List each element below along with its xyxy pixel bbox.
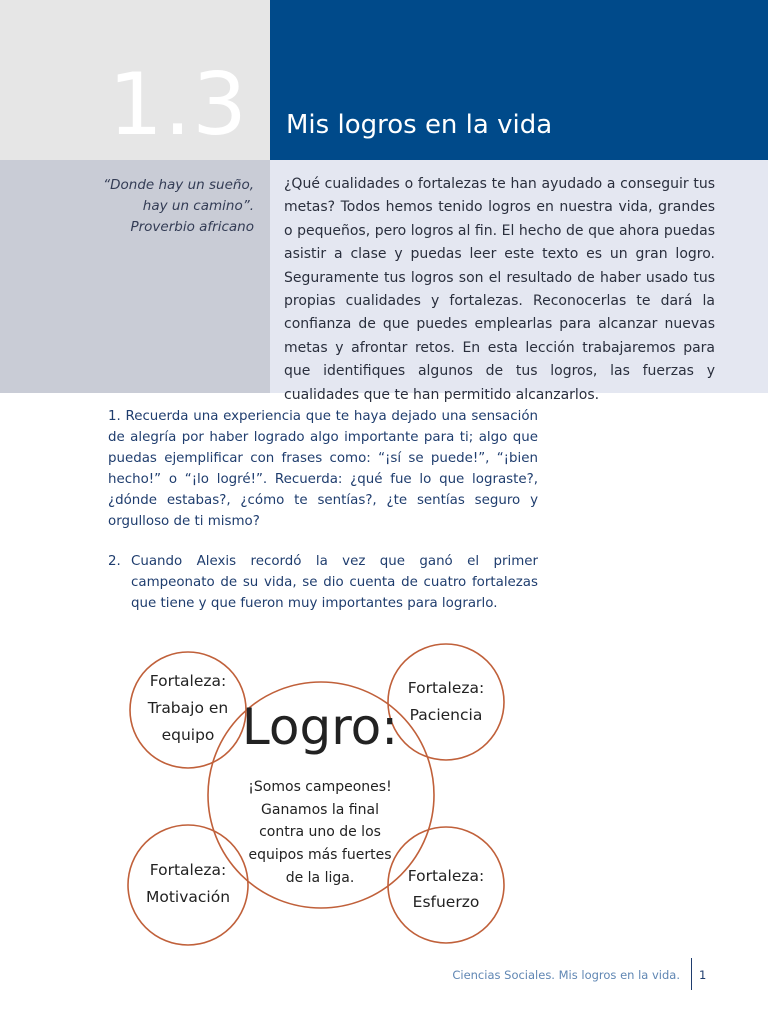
footer-divider [691, 958, 692, 990]
title-banner [270, 0, 768, 160]
intro-paragraph: ¿Qué cualidades o fortalezas te han ayudado a conseguir tus metas? Todos hemos tenido logros en nuestra vida, grandes o pequeños, pero logros al fin. El hecho de que ahora puedas asistir a clase y puedas leer este texto es un gran logro. Seguramente tus logros son el resultado de haber usado tus propias cualidades y fortalezas. Reconocerlas te dará la confianza de que puedes emplearlas para alcanzar nuevas metas y afrontar retos. En esta lección trabajaremos para que identifiques algunos de tus logros, las fuerzas y cualidades que te han permitido alcanzarlos. [284, 176, 715, 403]
strength-value: equipo [161, 726, 215, 744]
quote-panel [0, 160, 270, 393]
strength-value: Esfuerzo [412, 893, 480, 911]
strength-value: Paciencia [409, 706, 483, 724]
achievement-title: Logro: [241, 698, 399, 756]
proverb-quote [34, 175, 254, 238]
strength-circle-bottom-right [388, 827, 504, 943]
section-number: 1.3 [108, 55, 248, 155]
activity-number: 2. [108, 554, 121, 569]
strength-circle-top-right [388, 644, 504, 760]
section-number-panel [0, 0, 270, 160]
strength-label: Fortaleza: [407, 679, 485, 697]
quote-source: Proverbio africano [130, 219, 254, 235]
achievement-line: equipos más fuertes [248, 847, 392, 863]
achievement-line: de la liga. [285, 870, 355, 886]
achievement-diagram [0, 600, 768, 950]
activity-number: 1. [108, 409, 121, 424]
activity-text: Cuando Alexis recordó la vez que ganó el primer campeonato de su vida, se dio cuenta de cuatro fortalezas que tiene y que fueron muy importantes para lograrlo. [131, 554, 538, 611]
strength-label: Fortaleza: [149, 861, 227, 879]
page-title: Mis logros en la vida [286, 110, 553, 140]
strength-label: Fortaleza: [407, 867, 485, 885]
activity-text: Recuerda una experiencia que te haya dejado una sensación de alegría por haber logrado algo importante para ti; algo que puedas ejemplificar con frases como: “¡sí se puede!”, “¡bien hecho!” o “¡lo logré!”. Recuerda: ¿qué fue lo que lograste?, ¿dónde estabas?, ¿cómo te sentías?, ¿te sentías seguro y orgulloso de ti mismo? [108, 409, 538, 529]
strength-circle-bottom-left [128, 825, 248, 945]
strength-value: Trabajo en [147, 699, 229, 717]
strength-value: Motivación [145, 888, 231, 906]
achievement-line: contra uno de los [259, 824, 381, 840]
activity-1 [108, 406, 538, 532]
achievement-line: ¡Somos campeones! [248, 779, 392, 795]
achievement-line: Ganamos la final [261, 802, 379, 818]
strength-label: Fortaleza: [149, 672, 227, 690]
footer-course-title: Ciencias Sociales. Mis logros en la vida. [452, 968, 680, 982]
page-number: 1 [699, 968, 707, 982]
quote-line: “Donde hay un sueño, [103, 177, 254, 193]
intro-panel [270, 160, 768, 403]
quote-line: hay un camino”. [142, 198, 254, 214]
